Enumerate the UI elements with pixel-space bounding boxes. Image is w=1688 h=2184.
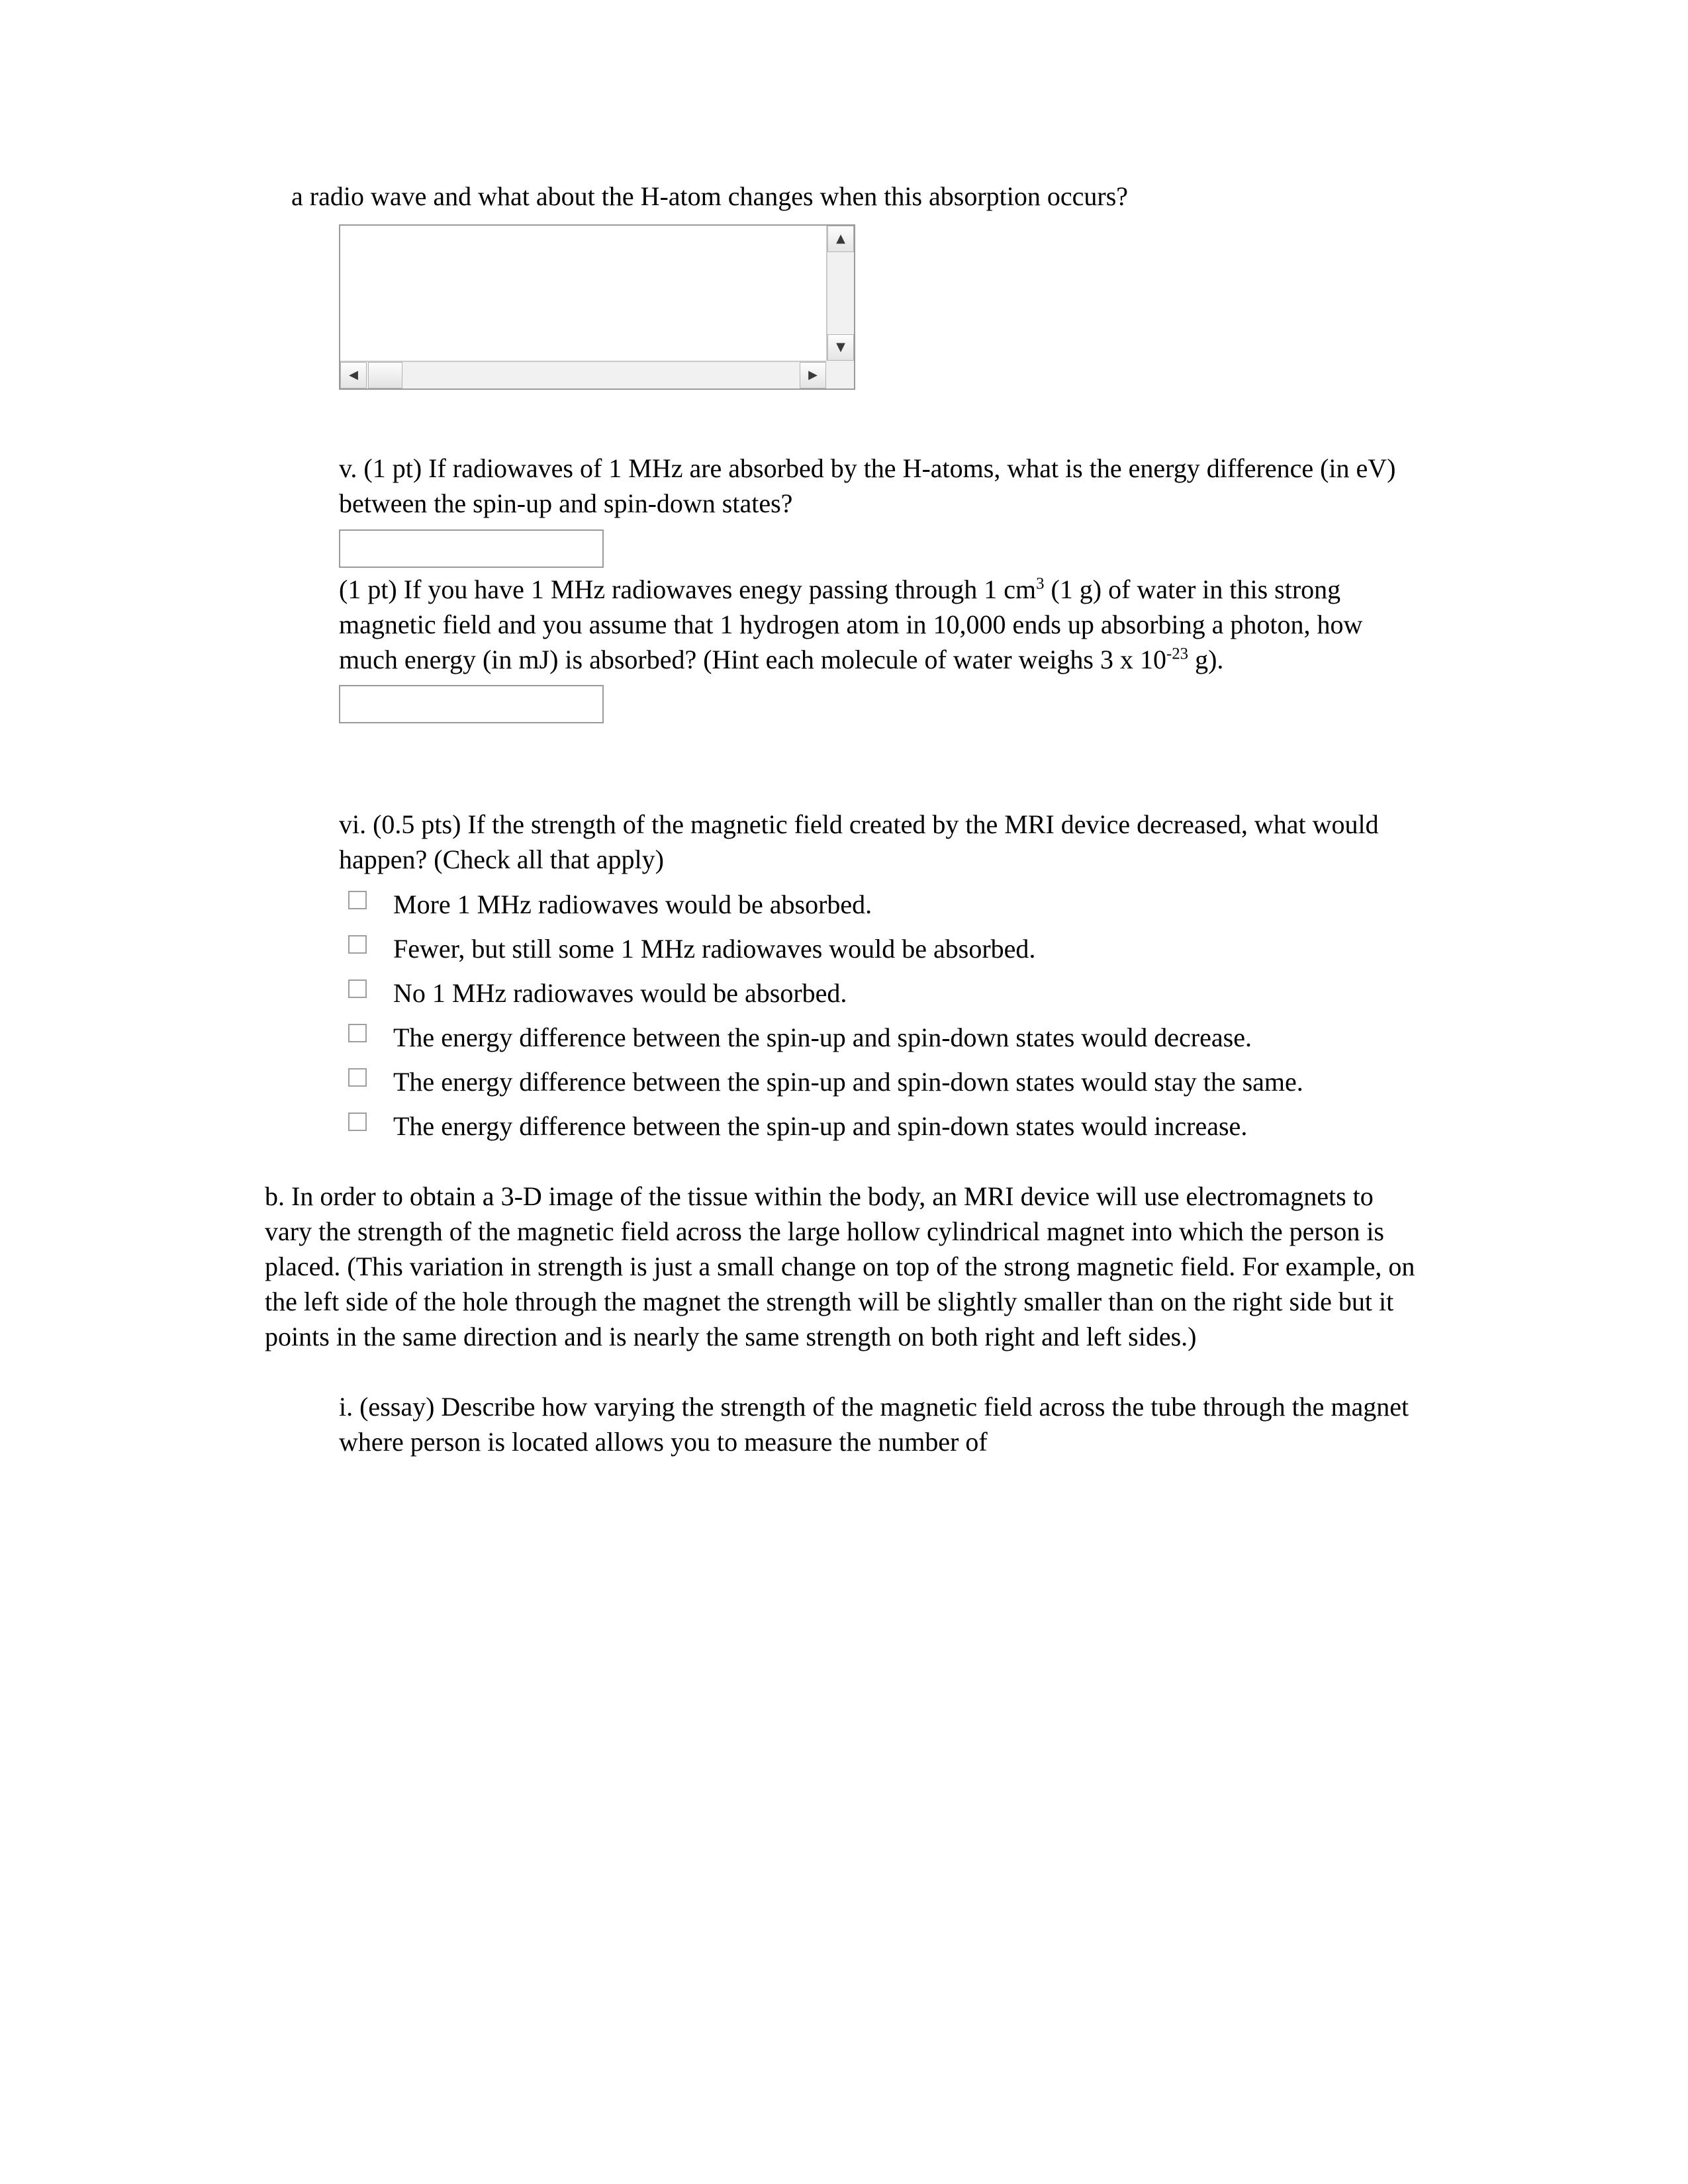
checkbox-option-2[interactable]	[339, 931, 1417, 966]
scroll-up-icon[interactable]: ▲	[827, 226, 854, 252]
question-v-followup-text	[339, 572, 1417, 678]
checkbox-option-4[interactable]	[339, 1020, 1417, 1055]
horizontal-scroll-thumb[interactable]	[368, 362, 402, 388]
checkbox-label: No 1 MHz radiowaves would be absorbed.	[393, 978, 847, 1008]
vertical-scrollbar[interactable]	[826, 226, 854, 361]
scroll-right-icon[interactable]: ▶	[800, 362, 826, 388]
checkbox-option-6[interactable]	[339, 1109, 1417, 1144]
scrollbar-corner	[826, 361, 854, 388]
checkbox-label: More 1 MHz radiowaves would be absorbed.	[393, 889, 872, 919]
followup-part3: g).	[1188, 644, 1224, 674]
scroll-left-icon[interactable]: ◀	[340, 362, 367, 388]
essay-answer-textarea[interactable]	[339, 224, 855, 390]
spacer	[291, 1355, 1417, 1389]
followup-part1: (1 pt) If you have 1 MHz radiowaves enegy passing through 1 cm	[339, 574, 1037, 604]
answer-input-v[interactable]	[339, 529, 604, 568]
scroll-down-icon[interactable]: ▼	[827, 334, 854, 361]
spacer	[291, 727, 1417, 807]
followup-superscript-cm3: 3	[1036, 574, 1045, 593]
question-v-text: v. (1 pt) If radiowaves of 1 MHz are absorbed by the H-atoms, what is the energy difference (in eV) between the spin-up and spin-down states?	[339, 453, 1396, 519]
checkbox-icon[interactable]	[348, 979, 367, 998]
checkbox-option-1[interactable]	[339, 887, 1417, 922]
checkbox-icon[interactable]	[348, 1024, 367, 1042]
question-vi-text: vi. (0.5 pts) If the strength of the magnetic field created by the MRI device decreased, what would happen? (Check all that apply)	[339, 809, 1379, 875]
followup-part2: (1 g) of water in this strong magnetic field and you assume that 1 hydrogen atom in 10,000 ends up absorbing a photon, how much energy (in mJ) is absorbed? (Hint each molecule of water weighs 3 x 10	[339, 574, 1363, 674]
spacer	[291, 390, 1417, 451]
checkbox-icon[interactable]	[348, 1113, 367, 1131]
spacer	[291, 1144, 1417, 1179]
checkbox-icon[interactable]	[348, 935, 367, 954]
checkbox-label: The energy difference between the spin-up and spin-down states would decrease.	[393, 1023, 1252, 1053]
checkbox-option-3[interactable]	[339, 976, 1417, 1011]
question-b-i: i. (essay) Describe how varying the strength of the magnetic field across the tube through the magnet where person is located allows you to measure the number of	[339, 1391, 1409, 1457]
checkbox-icon[interactable]	[348, 891, 367, 909]
checkbox-label: The energy difference between the spin-up and spin-down states would stay the same.	[393, 1067, 1303, 1097]
checkbox-option-5[interactable]	[339, 1064, 1417, 1099]
horizontal-scrollbar[interactable]	[340, 361, 826, 388]
checkbox-label: The energy difference between the spin-up and spin-down states would increase.	[393, 1111, 1248, 1142]
checkbox-icon[interactable]	[348, 1068, 367, 1087]
checkbox-label: Fewer, but still some 1 MHz radiowaves would be absorbed.	[393, 933, 1036, 964]
document-body	[265, 179, 1417, 1459]
paragraph-b: b. In order to obtain a 3-D image of the tissue within the body, an MRI device will use electromagnets to vary the strength of the magnetic field across the large hollow cylindrical magnet into which the person is placed. (This variation in strength is just a small change on top of the strong magnetic field. For example, on the left side of the hole through the magnet the strength will be slightly smaller than on the right side but it points in the same direction and is nearly the same strength on both right and left sides.)	[265, 1181, 1415, 1352]
answer-input-v-followup[interactable]	[339, 685, 604, 723]
question-tail-text: a radio wave and what about the H-atom changes when this absorption occurs?	[291, 181, 1129, 211]
followup-superscript-exp: -23	[1166, 645, 1189, 663]
